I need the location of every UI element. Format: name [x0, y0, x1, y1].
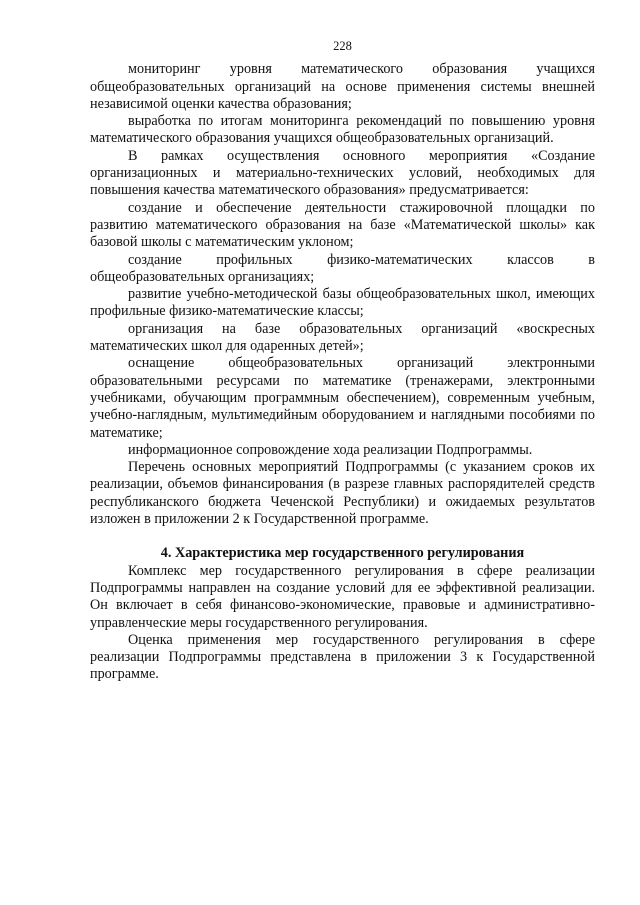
paragraph-sunday-schools: организация на базе образовательных организаций «воскресных математических школ для одаренных детей»;	[90, 320, 595, 355]
paragraph-equipment: оснащение общеобразовательных организаций электронными образовательными ресурсами по математике (тренажерами, электронными учебниками, обучающим программным обеспечением), современным учебным, учебно-наглядным, мультимедийным оборудованием и наглядными пособиями по математике;	[90, 355, 595, 441]
paragraph-information-support: информационное сопровождение хода реализации Подпрограммы.	[128, 441, 533, 458]
paragraph-activities-list: Перечень основных мероприятий Подпрограммы (с указанием сроков их реализации, объемов финансирования (в разрезе главных распорядителей средств республиканского бюджета Чеченской Республики) и ожидаемых результатов изложен в приложении 2 к Государственной программе.	[90, 459, 595, 528]
paragraph-profile-classes: создание профильных физико-математических классов в общеобразовательных организациях;	[90, 251, 595, 285]
paragraph-regulation-assessment: Оценка применения мер государственного регулирования в сфере реализации Подпрограммы представлена в приложении 3 к Государственной программе.	[90, 631, 595, 683]
paragraph-recommendations: выработка по итогам мониторинга рекомендаций по повышению уровня математического образования учащихся общеобразовательных организаций.	[90, 113, 595, 147]
paragraph-internship-platform: создание и обеспечение деятельности стажировочной площадки по развитию математического образования на базе «Математической школы» как базовой школы с математическим уклоном;	[90, 199, 595, 251]
paragraph-methodical-base: развитие учебно-методической базы общеобразовательных школ, имеющих профильные физико-математические классы;	[90, 286, 595, 320]
paragraph-monitoring: мониторинг уровня математического образования учащихся общеобразовательных организаций на основе применения системы внешней независимой оценки качества образования;	[90, 61, 595, 112]
paragraph-main-activity: В рамках осуществления основного мероприятия «Создание организационных и материально-технических условий, необходимых для повышения качества математического образования» предусматривается:	[90, 147, 595, 199]
document-page	[90, 38, 595, 684]
paragraph-regulation-complex: Комплекс мер государственного регулирования в сфере реализации Подпрограммы направлен на создание условий для ее эффективной реализации. Он включает в себя финансово-экономические, правовые и административно-управленческие меры государственного регулирования.	[90, 562, 595, 631]
section-heading: 4. Характеристика мер государственного регулирования	[160, 545, 525, 562]
page-number: 228	[333, 39, 352, 53]
